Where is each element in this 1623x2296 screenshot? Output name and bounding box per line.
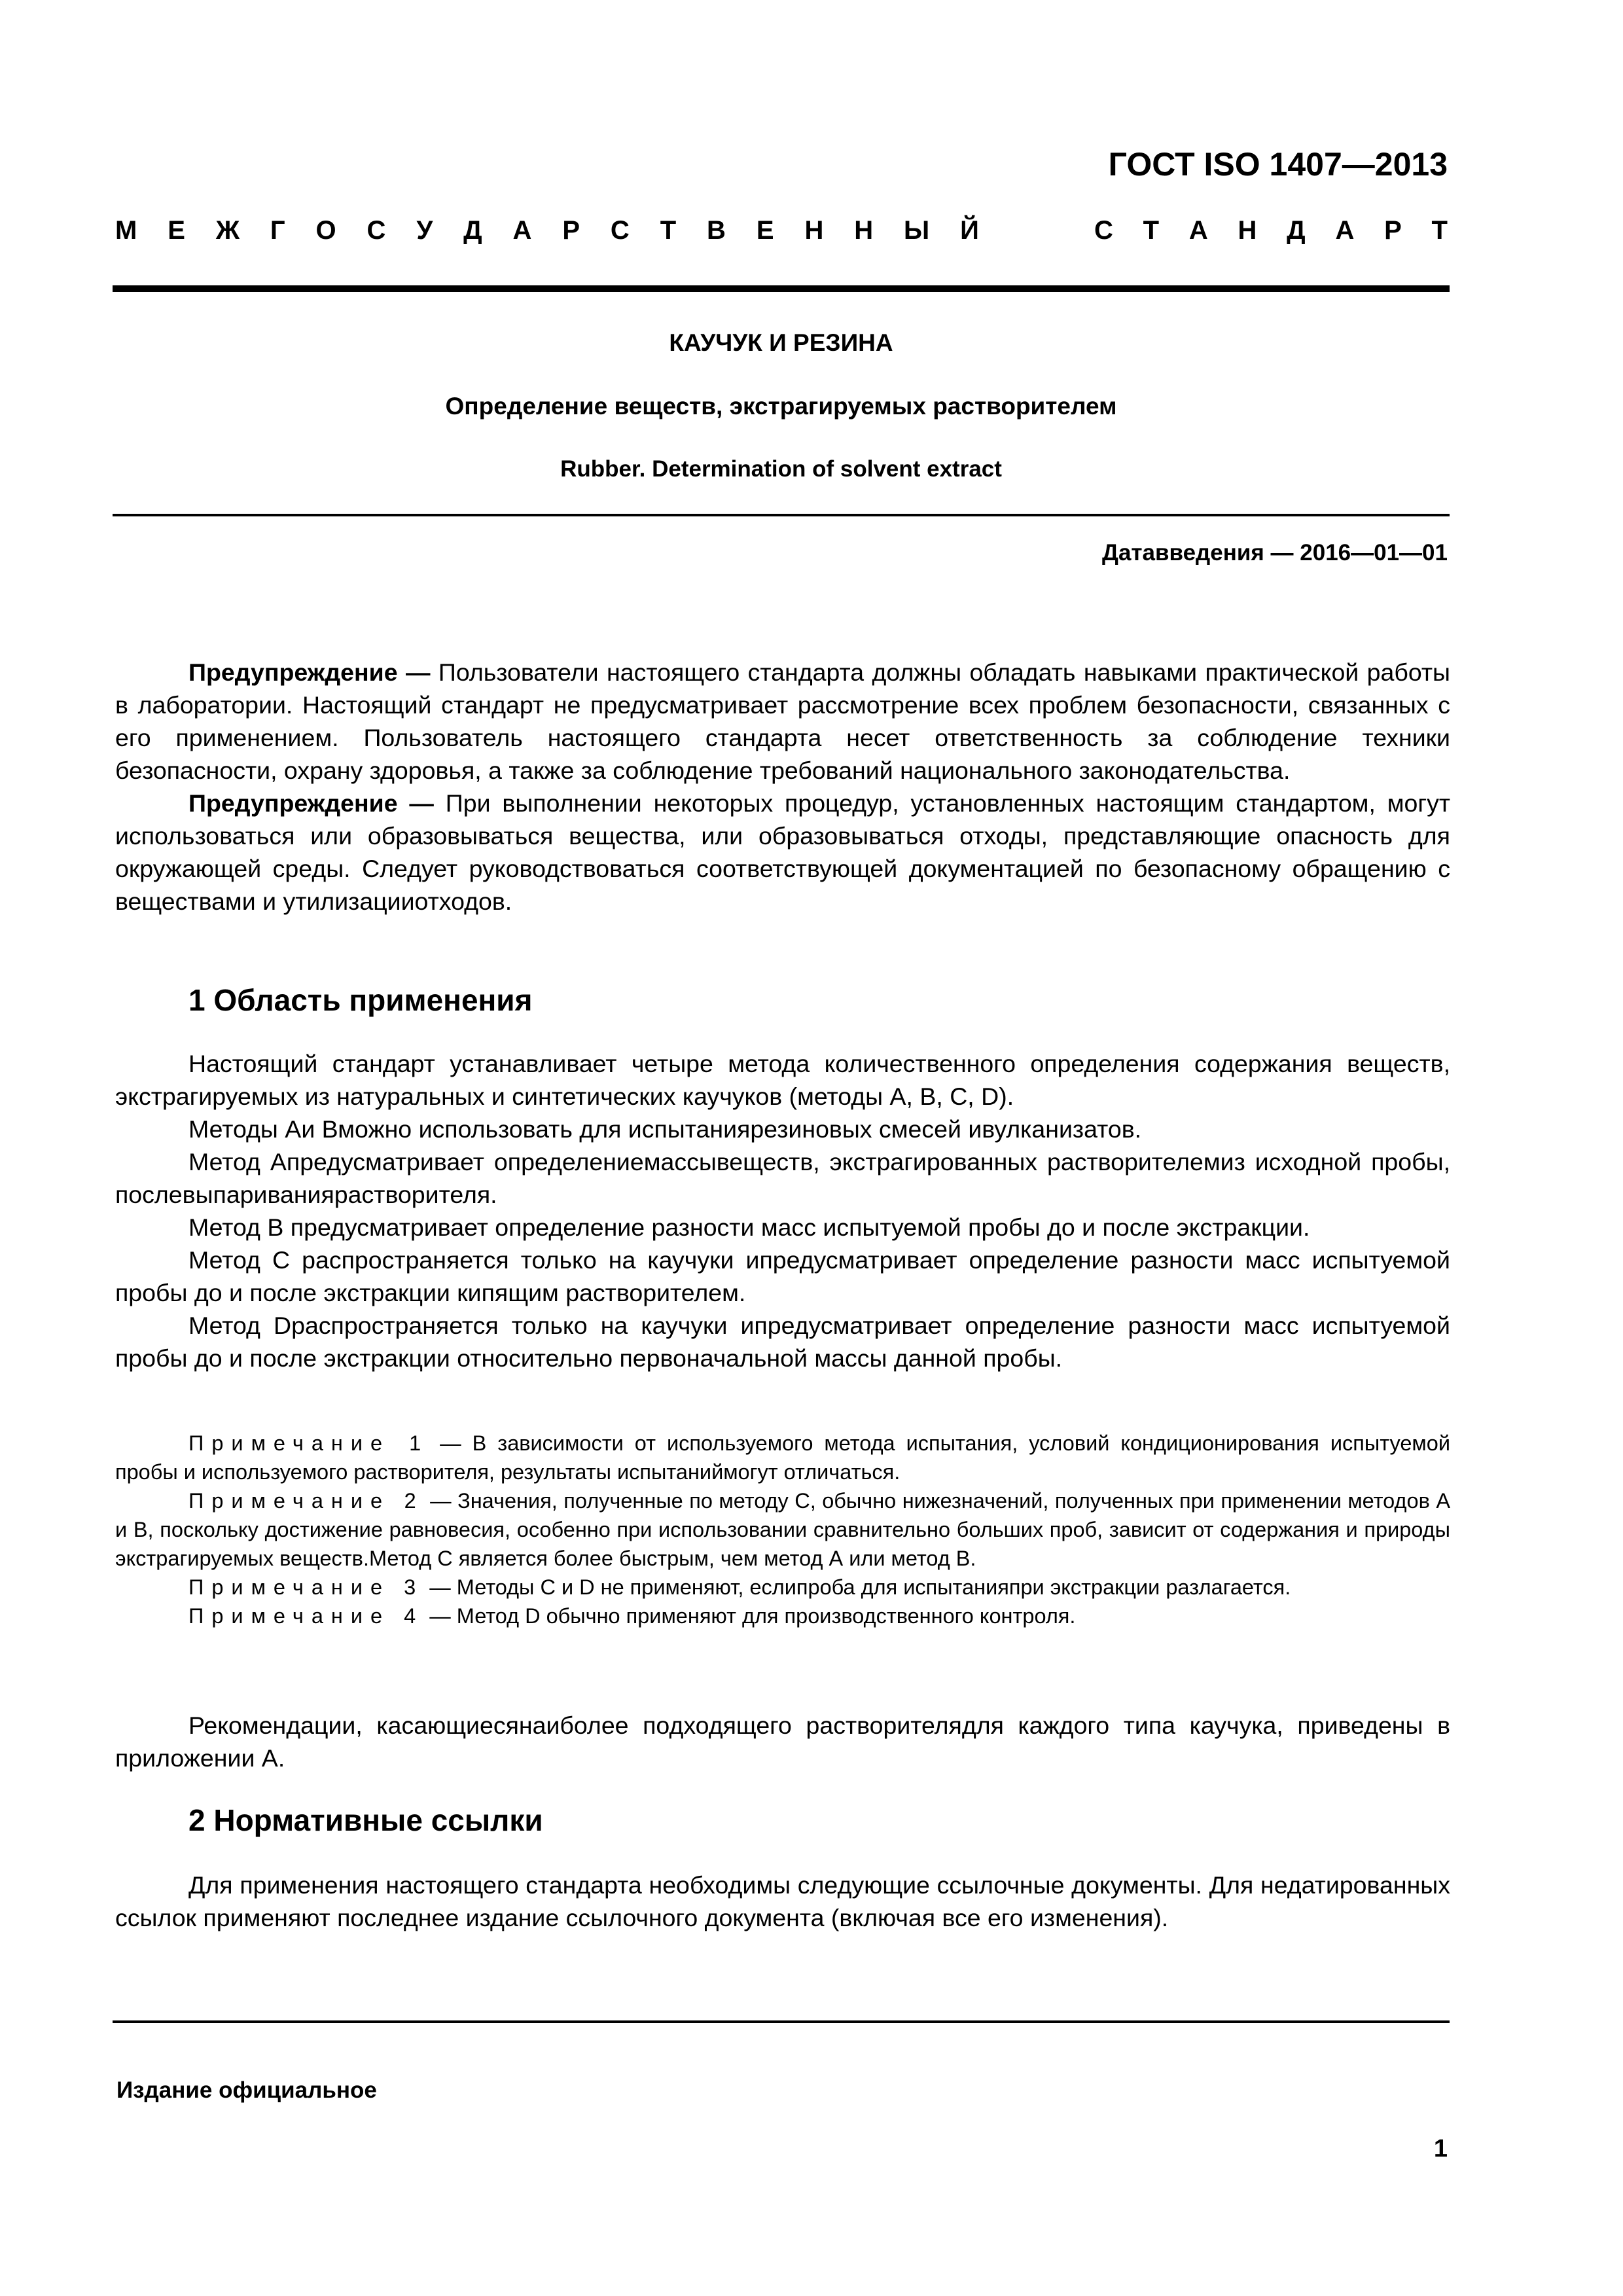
note-text: — Методы С и D не применяют, еслипроба для испытанияпри экстракции разлагается. [423,1575,1291,1599]
note-paragraph [115,1486,1450,1573]
section-1-paragraph: Метод Апредусматривает определениемассывеществ, экстрагированных растворителемиз исходной пробы, послевыпариваниярастворителя. [115,1148,1450,1208]
interstate-standard-banner [115,216,1448,245]
spaced-letter: Ж [215,216,240,245]
document-title: КАУЧУК И РЕЗИНА [669,329,893,356]
note-label: Примечание 2 [188,1489,424,1513]
section-1-paragraph: Метод В предусматривает определение разности масс испытуемой пробы до и после экстракции. [188,1213,1310,1241]
warning-paragraph [115,656,1450,787]
note-paragraph [115,1429,1450,1486]
spaced-letter: Т [1431,216,1448,245]
section-1-body [115,1047,1450,1374]
section-1-paragraph: Метод С распространяется только на каучуки ипредусматривает определение разности масс испытуемой пробы до и после экстракции кипящим растворителем. [115,1246,1450,1306]
spaced-letter: Й [960,216,979,245]
spaced-letter: В [707,216,726,245]
spaced-letter: Е [756,216,774,245]
section-1-paragraph: Методы Аи Вможно использовать для испытаниярезиновых смесей ивулканизатов. [188,1115,1142,1143]
spaced-letter: Е [168,216,185,245]
spaced-letter: А [1188,216,1208,245]
spaced-letter: А [1335,216,1355,245]
warning-label: Предупреждение — [188,658,431,686]
section-1-notes [115,1429,1450,1630]
section-2-heading-block [115,1801,1450,1840]
warning-label: Предупреждение — [188,789,434,817]
spaced-letter: Т [1143,216,1160,245]
note-text: — В зависимости от используемого метода испытания, условий кондиционирования испытуемой пробы и используемого растворителя, результаты испытаниймогут отличаться. [115,1431,1450,1484]
edition-label: Издание официальное [116,2077,377,2103]
spaced-letter: Н [804,216,824,245]
spaced-letter: Д [463,216,482,245]
spaced-letter: М [115,216,137,245]
spaced-letter: А [512,216,532,245]
standard-code: ГОСТ ISO 1407—2013 [1108,146,1448,183]
standard-word [1094,216,1448,245]
document-title-english: Rubber. Determination of solvent extract [560,456,1002,482]
note-label: Примечание 1 [188,1431,429,1455]
warning-text: При выполнении некоторых процедур, установленных настоящим стандартом, могут использоваться или образовываться вещества, или образовываться отходы, представляющие опасность для окружающей среды. Следует руководствоваться соответствующей документацией по безопасному обращению с веществами и утилизацииотходов. [115,789,1450,915]
spaced-letter: Р [562,216,580,245]
note-text: — Значения, полученные по методу С, обычно нижезначений, полученных при применении методов А и В, поскольку достижение равновесия, особенно при использовании сравнительно больших проб, зависит от содержания и природы экстрагируемых веществ.Метод С является более быстрым, чем метод А или метод В. [115,1489,1450,1570]
spaced-letter: Т [660,216,677,245]
section-2-heading: 2 Нормативные ссылки [188,1803,543,1837]
spaced-letter: С [366,216,386,245]
footer-rule [113,2020,1450,2023]
section-1-paragraph: Метод Dраспространяется только на каучуки ипредусматривает определение разности масс испытуемой пробы до и после экстракции относительно первоначальной массы данной пробы. [115,1312,1450,1372]
warning-text: Пользователи настоящего стандарта должны обладать навыками практической работы в лаборатории. Настоящий стандарт не предусматривает рассмотрение всех проблем безопасности, связанных с его применением. Пользователь настоящего стандарта несет ответственность за соблюдение техники безопасности, охрану здоровья, а также за соблюдение требований национального законодательства. [115,658,1450,784]
spaced-letter: С [610,216,630,245]
warnings-block [115,656,1450,918]
spaced-letter: С [1094,216,1113,245]
spaced-letter: Ы [904,216,930,245]
warning-paragraph [115,787,1450,918]
interstate-word [115,216,979,245]
note-paragraph [115,1602,1450,1630]
spaced-letter: У [416,216,433,245]
title-rule [113,514,1450,516]
spaced-letter: Г [270,216,285,245]
note-paragraph [115,1573,1450,1602]
header-rule [113,285,1450,292]
spaced-letter: Н [854,216,874,245]
section-2-paragraph: Для применения настоящего стандарта необходимы следующие ссылочные документы. Для недатированных ссылок применяют последнее издание ссылочного документа (включая все его изменения). [115,1871,1450,1931]
section-1-closing [115,1709,1450,1774]
note-label: Примечание 3 [188,1575,424,1599]
spaced-letter: Н [1238,216,1257,245]
section-1-paragraph: Настоящий стандарт устанавливает четыре метода количественного определения содержания веществ, экстрагируемых из натуральных и синтетических каучуков (методы A, B, C, D). [115,1050,1450,1110]
note-text: — Метод D обычно применяют для производственного контроля. [423,1604,1076,1628]
section-2-body [115,1869,1450,1934]
spaced-letter: О [315,216,336,245]
document-subtitle: Определение веществ, экстрагируемых растворителем [445,393,1117,420]
section-1-heading-block [115,980,1450,1020]
page-number: 1 [1433,2135,1448,2162]
spaced-letter: Р [1384,216,1402,245]
section-1-closing-paragraph: Рекомендации, касающиесянаиболее подходящего растворителядля каждого типа каучука, приведены в приложении А. [115,1712,1450,1772]
note-label: Примечание 4 [188,1604,424,1628]
effective-date: Датавведения — 2016—01—01 [1102,540,1448,565]
spaced-letter: Д [1287,216,1306,245]
section-1-heading: 1 Область применения [188,983,533,1017]
